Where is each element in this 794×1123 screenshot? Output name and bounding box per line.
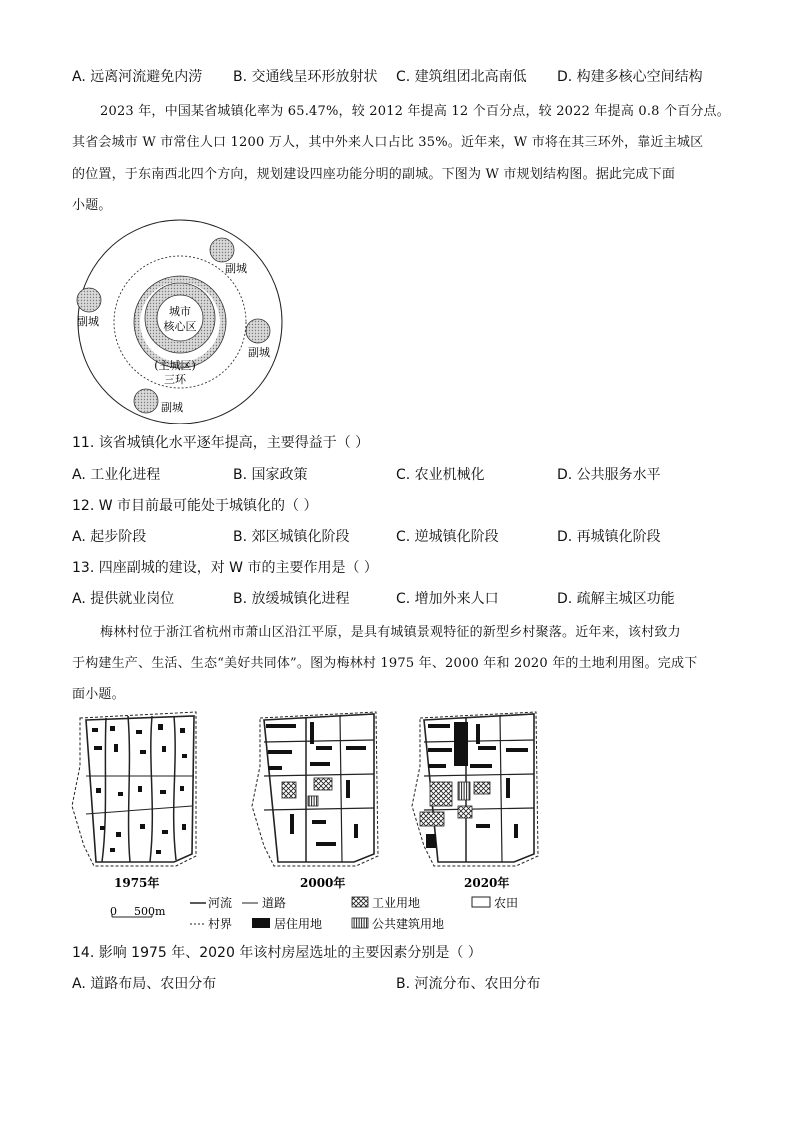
legend-boundary: 村界: [208, 917, 233, 931]
q13-option-d[interactable]: D. 疏解主城区功能: [557, 591, 675, 607]
passage2-line3: 面小题。: [72, 687, 125, 702]
city-structure-diagram: [68, 218, 298, 424]
legend-road: 道路: [262, 896, 287, 910]
q11-option-b[interactable]: B. 国家政策: [233, 467, 308, 483]
q11-option-d[interactable]: D. 公共服务水平: [557, 467, 661, 483]
q10-option-b[interactable]: B. 交通线呈环形放射状: [233, 69, 378, 85]
passage1-line1: 2023 年，中国某省城镇化率为 65.47%，较 2012 年提高 12 个百分点，较 2022 年提高 0.8 个百分点。: [100, 104, 730, 119]
q14-option-a[interactable]: A. 道路布局、农田分布: [72, 976, 217, 992]
scale-zero: 0: [110, 905, 117, 918]
q14-stem: 14. 影响 1975 年、2020 年该村房屋选址的主要因素分别是（ ）: [72, 945, 482, 961]
q10-option-a[interactable]: A. 远离河流避免内涝: [72, 69, 203, 85]
sub-city-east: [246, 319, 270, 343]
legend-public: 公共建筑用地: [372, 917, 445, 931]
land-use-maps: [66, 706, 556, 938]
main-area-label: (主城区): [154, 359, 196, 372]
sub-city-west-label: 副城: [77, 315, 99, 328]
passage1-line3: 的位置，于东南西北四个方向，规划建设四座功能分明的副城。下图为 W 市规划结构图。据此完成下面: [72, 167, 676, 182]
sub-city-east-label: 副城: [248, 346, 270, 359]
passage2-line1: 梅林村位于浙江省杭州市萧山区沿江平原，是具有城镇景观特征的新型乡村聚落。近年来，该村致力: [100, 625, 681, 640]
map-1975: [72, 712, 196, 890]
sub-city-south-label: 副城: [161, 401, 183, 414]
legend-residential-symbol: [252, 918, 270, 928]
q13-option-a[interactable]: A. 提供就业岗位: [72, 591, 175, 607]
q14-option-b[interactable]: B. 河流分布、农田分布: [396, 976, 541, 992]
label-2020: 2020年: [464, 876, 510, 890]
legend: [190, 895, 518, 931]
passage1-line2: 其省会城市 W 市常住人口 1200 万人，其中外来人口占比 35%。近年来，W 市将在其三环外，靠近主城区: [72, 135, 704, 150]
q12-stem: 12. W 市目前最可能处于城镇化的（ ）: [72, 498, 318, 514]
q13-option-c[interactable]: C. 增加外来人口: [396, 591, 499, 607]
label-1975: 1975年: [114, 876, 160, 890]
legend-industrial: 工业用地: [372, 896, 421, 910]
legend-industrial-symbol: [352, 897, 368, 907]
q10-option-c[interactable]: C. 建筑组团北高南低: [396, 69, 527, 85]
q10-option-d[interactable]: D. 构建多核心空间结构: [557, 69, 703, 85]
q13-stem: 13. 四座副城的建设，对 W 市的主要作用是（ ）: [72, 560, 378, 576]
core-label-1: 城市: [169, 305, 191, 318]
city-core-area: [157, 295, 203, 341]
passage1-line4: 小题。: [72, 198, 112, 213]
q12-option-c[interactable]: C. 逆城镇化阶段: [396, 529, 499, 545]
legend-farmland-symbol: [472, 897, 490, 907]
q11-option-a[interactable]: A. 工业化进程: [72, 467, 161, 483]
ring-label: 三环: [164, 373, 186, 386]
label-2000: 2000年: [300, 876, 346, 890]
q11-option-c[interactable]: C. 农业机械化: [396, 467, 485, 483]
passage2-line2: 于构建生产、生活、生态“美好共同体”。图为梅林村 1975 年、2000 年和 2020 年的土地利用图。完成下: [72, 656, 698, 671]
core-label-2: 核心区: [163, 320, 197, 333]
q11-stem: 11. 该省城镇化水平逐年提高，主要得益于（ ）: [72, 435, 370, 451]
legend-public-symbol: [352, 918, 368, 928]
q12-option-b[interactable]: B. 郊区城镇化阶段: [233, 529, 350, 545]
sub-city-north-label: 副城: [225, 262, 247, 275]
q12-option-d[interactable]: D. 再城镇化阶段: [557, 529, 661, 545]
q13-option-b[interactable]: B. 放缓城镇化进程: [233, 591, 350, 607]
q12-option-a[interactable]: A. 起步阶段: [72, 529, 147, 545]
sub-city-north: [210, 238, 234, 262]
map-2000: [252, 712, 378, 890]
sub-city-south: [134, 389, 158, 413]
scale-500m: 500m: [134, 905, 166, 918]
legend-river: 河流: [208, 896, 233, 910]
map-2020: [412, 712, 538, 890]
legend-farmland: 农田: [494, 896, 519, 910]
legend-residential: 居住用地: [274, 917, 323, 931]
scale-bar: [110, 905, 166, 918]
sub-city-west: [77, 288, 101, 312]
